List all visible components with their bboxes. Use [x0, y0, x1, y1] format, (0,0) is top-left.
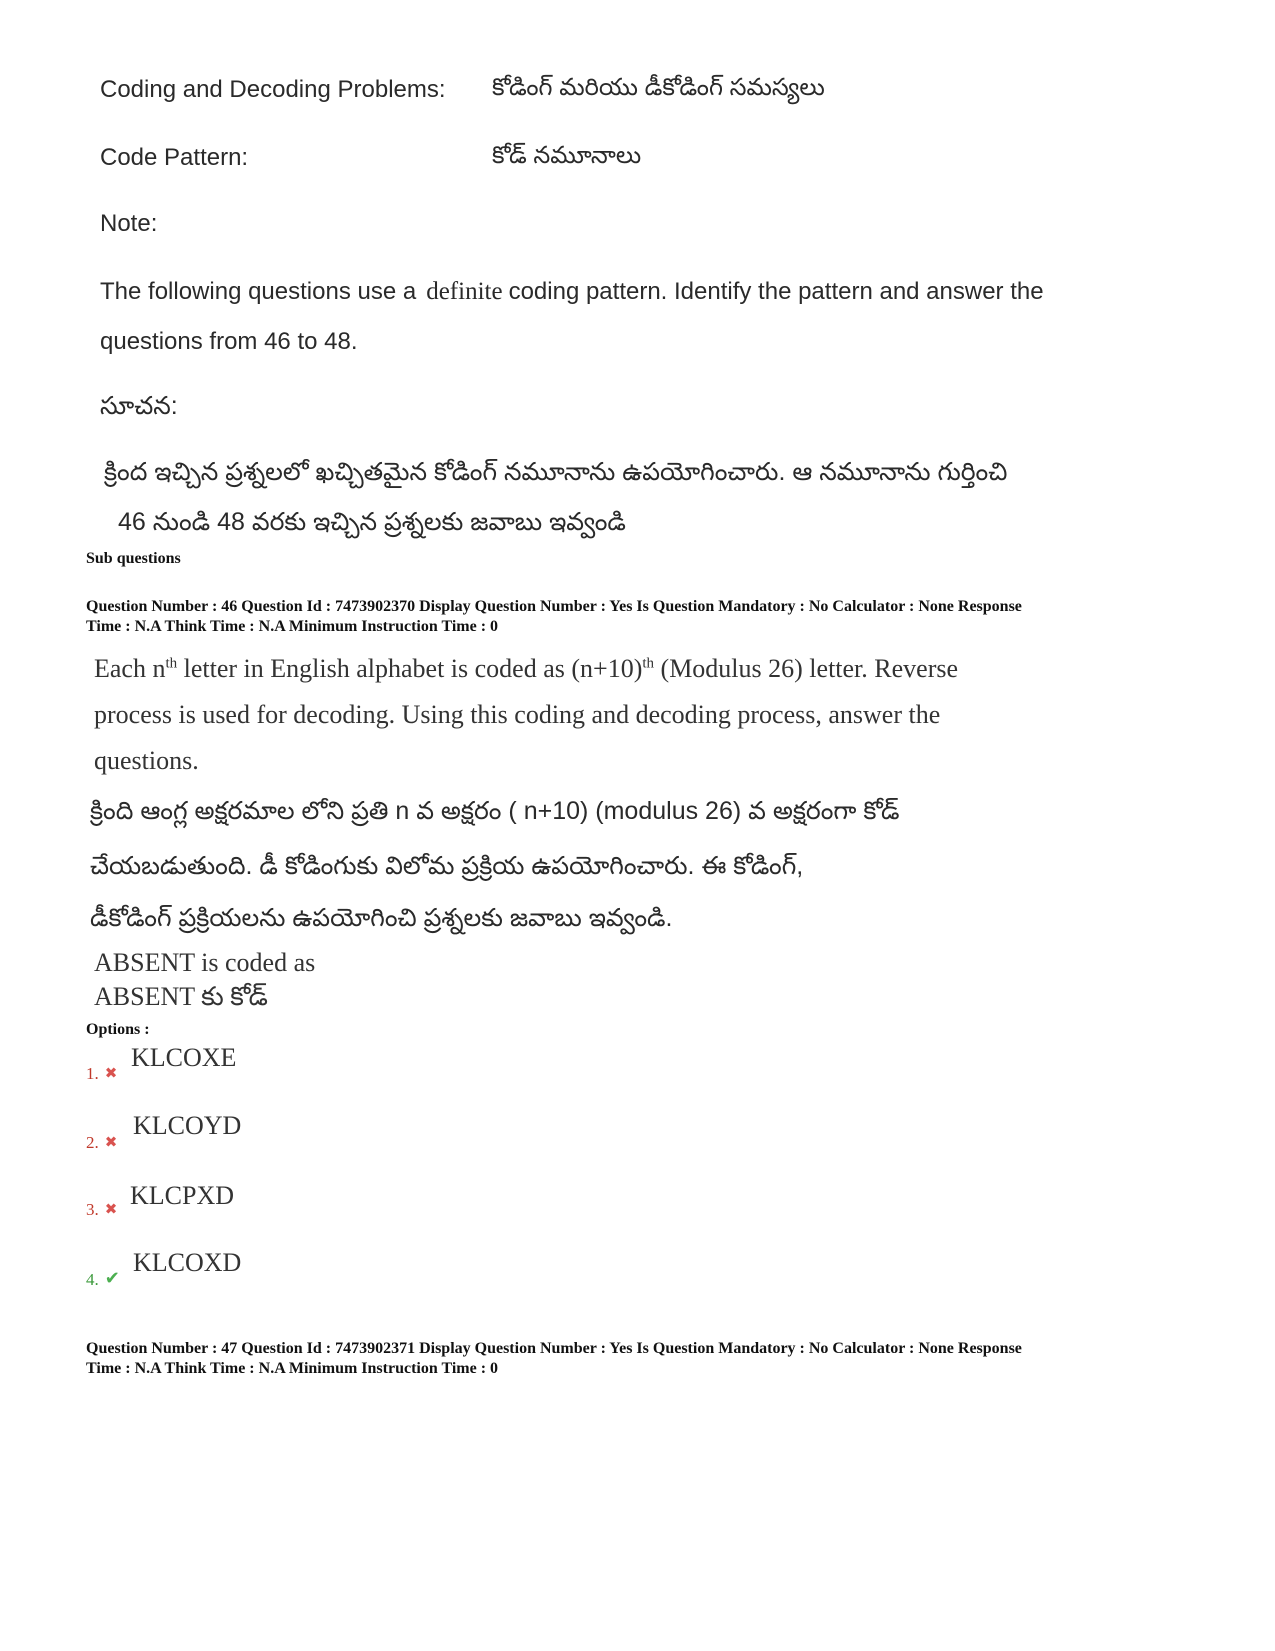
option-3-marker [86, 1200, 117, 1220]
q46-text-line-3: questions. [94, 746, 199, 775]
wrong-mark-icon: ✖ [104, 1202, 118, 1218]
sub-questions-label: Sub questions [86, 550, 181, 567]
q46-prompt-english: ABSENT is coded as [94, 948, 316, 977]
code-pattern-telugu: కోడ్ నమూనాలు [492, 142, 642, 169]
note-line-1-part-c: coding pattern. Identify the pattern and answer the [508, 278, 1044, 305]
options-label: Options : [86, 1021, 150, 1038]
note-label: Note: [100, 210, 158, 237]
q46-text-line-1-a: Each n [94, 654, 166, 683]
option-2-text[interactable]: KLCOYD [133, 1111, 242, 1140]
q46-text-line-1-sup-1: th [165, 655, 178, 672]
q46-prompt-telugu: ABSENT కు కోడ్ [94, 982, 268, 1011]
option-4-text[interactable]: KLCOXD [133, 1248, 242, 1277]
correct-check-icon: ✔ [104, 1268, 120, 1288]
telugu-note-line-1: క్రింద ఇచ్చిన ప్రశ్నలలో ఖచ్చితమైన కోడింగ్ నమూనాను ఉపయోగించారు. ఆ నమూనాను గుర్తించి [104, 458, 1008, 486]
topic-label: Coding and Decoding Problems: [100, 76, 446, 103]
option-3-text[interactable]: KLCPXD [130, 1181, 235, 1210]
option-4-number: 4. [86, 1270, 99, 1289]
option-4-marker [86, 1268, 120, 1290]
q46-telugu-line-2: చేయబడుతుంది. డీ కోడింగుకు విలోమ ప్రక్రియ ఉపయోగించారు. ఈ కోడింగ్, [90, 852, 804, 880]
telugu-note-line-2: 46 నుండి 48 వరకు ఇచ్చిన ప్రశ్నలకు జవాబు ఇవ్వండి [118, 508, 626, 536]
option-3-number: 3. [86, 1200, 99, 1219]
q46-text-line-1 [94, 654, 958, 684]
wrong-mark-icon: ✖ [104, 1135, 118, 1151]
q47-meta-line-1: Question Number : 47 Question Id : 7473902371 Display Question Number : Yes Is Question Mandatory : No Calculator : None Response [86, 1340, 1022, 1357]
option-2-number: 2. [86, 1133, 99, 1152]
option-1-marker [86, 1064, 117, 1084]
code-pattern-label: Code Pattern: [100, 144, 249, 171]
wrong-mark-icon: ✖ [104, 1066, 118, 1082]
q46-meta-line-2: Time : N.A Think Time : N.A Minimum Instruction Time : 0 [86, 618, 499, 635]
note-line-1-part-b: definite [426, 278, 503, 305]
q46-text-line-1-c: (Modulus 26) letter. Reverse [654, 654, 959, 683]
q46-telugu-line-1: క్రింది ఆంగ్ల అక్షరమాల లోని ప్రతి n వ అక్షరం ( n+10) (modulus 26) వ అక్షరంగా కోడ్ [90, 797, 900, 825]
q46-text-line-1-sup-2: th [642, 655, 655, 672]
q46-meta-line-1: Question Number : 46 Question Id : 7473902370 Display Question Number : Yes Is Question Mandatory : No Calculator : None Response [86, 598, 1022, 615]
q47-meta-line-2: Time : N.A Think Time : N.A Minimum Instruction Time : 0 [86, 1360, 499, 1377]
note-line-2: questions from 46 to 48. [100, 328, 358, 355]
q46-text-line-2: process is used for decoding. Using this coding and decoding process, answer the [94, 700, 941, 729]
note-line-1-part-a: The following questions use a [100, 278, 417, 305]
topic-telugu: కోడింగ్ మరియు డీకోడింగ్ సమస్యలు [492, 74, 825, 101]
option-1-text[interactable]: KLCOXE [131, 1043, 237, 1072]
q46-telugu-line-3: డీకోడింగ్ ప్రక్రియలను ఉపయోగించి ప్రశ్నలకు జవాబు ఇవ్వండి. [90, 904, 673, 932]
option-2-marker [86, 1133, 117, 1153]
note-line-1 [100, 278, 1044, 306]
q46-text-line-1-b: letter in English alphabet is coded as (n+10) [177, 654, 643, 683]
option-1-number: 1. [86, 1064, 99, 1083]
suchana-label: సూచన: [100, 392, 178, 420]
